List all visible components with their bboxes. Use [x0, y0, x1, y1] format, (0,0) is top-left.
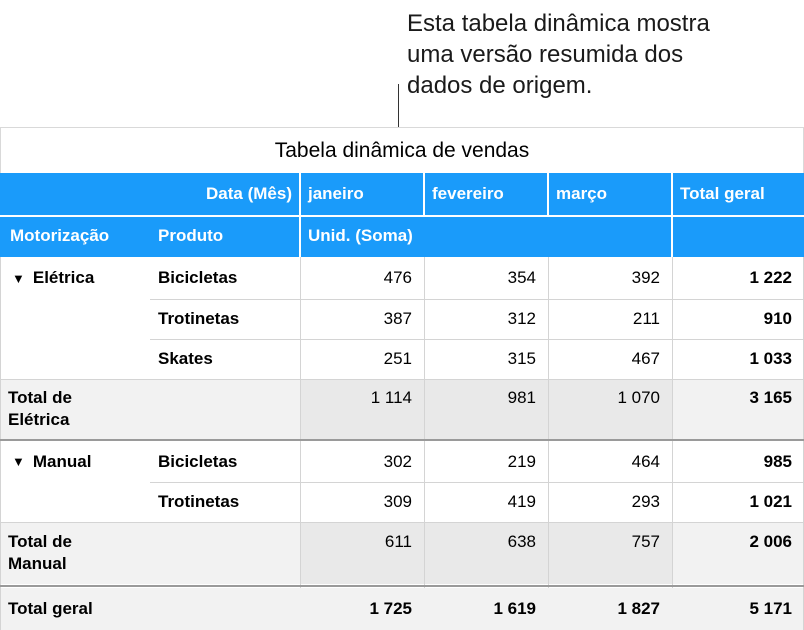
motorization-header[interactable]: Motorização — [0, 215, 150, 257]
subtotal-grand-cell[interactable]: 2 006 — [749, 532, 792, 551]
grand-total-overall-cell[interactable]: 5 171 — [749, 599, 792, 618]
row-total-cell[interactable]: 985 — [763, 451, 792, 471]
subtotal-value-cell[interactable]: 611 — [384, 532, 412, 551]
subtotal-value-cell[interactable]: 757 — [631, 532, 660, 551]
month-header-janeiro[interactable]: janeiro — [300, 173, 424, 215]
subtotal-value-cell[interactable]: 638 — [507, 532, 536, 551]
subtotal-label-line-2: Elétrica — [8, 410, 70, 429]
subtotal-label-line-1: Total de — [8, 532, 72, 551]
row-total-cell[interactable]: 1 021 — [749, 492, 792, 511]
value-cell[interactable]: 419 — [507, 492, 536, 511]
date-month-header[interactable]: Data (Mês) — [0, 173, 300, 215]
group-toggle-eletrica[interactable] — [0, 257, 150, 299]
product-cell[interactable]: Trotinetas — [158, 492, 240, 511]
callout-line-1: Esta tabela dinâmica mostra — [407, 10, 710, 37]
subtotal-value-cell[interactable]: 981 — [507, 388, 536, 407]
header-empty-cell — [672, 215, 804, 257]
value-cell[interactable]: 293 — [631, 492, 660, 511]
callout-line-2: uma versão resumida dos — [407, 41, 684, 68]
subtotal-grand-cell[interactable]: 3 165 — [749, 388, 792, 407]
group-toggle-manual[interactable] — [0, 441, 150, 482]
product-cell[interactable]: Skates — [158, 349, 213, 368]
disclosure-triangle-icon[interactable]: ▼ — [12, 270, 25, 286]
value-cell[interactable]: 464 — [631, 451, 660, 471]
grand-total-value-cell[interactable]: 1 827 — [617, 599, 660, 618]
value-cell[interactable]: 309 — [383, 492, 412, 511]
row-total-cell[interactable]: 1 222 — [749, 268, 792, 287]
month-header-fevereiro[interactable]: fevereiro — [424, 173, 548, 215]
callout-leader-line — [398, 84, 399, 128]
subtotal-label[interactable] — [0, 522, 150, 584]
grand-total-value-cell[interactable]: 1 725 — [369, 599, 412, 618]
subtotal-value-cell[interactable]: 1 070 — [617, 388, 660, 407]
header-separator — [423, 173, 425, 215]
group-name: Elétrica — [32, 268, 95, 287]
value-cell[interactable]: 387 — [383, 309, 412, 328]
value-cell[interactable]: 476 — [383, 268, 412, 287]
grand-total-value-cell[interactable]: 1 619 — [493, 599, 536, 618]
callout-text — [407, 8, 797, 101]
product-cell[interactable]: Bicicletas — [158, 268, 238, 287]
subtotal-label-line-1: Total de — [8, 388, 72, 407]
header-row-separator — [0, 215, 804, 217]
subtotal-label[interactable] — [0, 379, 150, 439]
value-cell[interactable]: 312 — [507, 309, 536, 328]
product-cell[interactable]: Bicicletas — [158, 451, 238, 471]
row-total-cell[interactable]: 910 — [763, 309, 792, 328]
value-cell[interactable]: 302 — [383, 451, 412, 471]
product-cell[interactable]: Trotinetas — [158, 309, 240, 328]
value-cell[interactable]: 354 — [507, 268, 536, 287]
disclosure-triangle-icon[interactable]: ▼ — [12, 454, 25, 469]
group-name: Manual — [32, 451, 92, 471]
value-cell[interactable]: 251 — [383, 349, 412, 368]
value-field-header[interactable]: Unid. (Soma) — [300, 215, 672, 257]
grand-total-label[interactable]: Total geral — [8, 599, 93, 618]
value-cell[interactable]: 467 — [631, 349, 660, 368]
month-header-marco[interactable]: março — [548, 173, 672, 215]
product-header[interactable]: Produto — [150, 215, 300, 257]
row-total-cell[interactable]: 1 033 — [749, 349, 792, 368]
header-separator — [547, 173, 549, 215]
value-cell[interactable]: 315 — [507, 349, 536, 368]
pivot-table — [0, 127, 804, 630]
grand-total-divider — [0, 585, 804, 587]
table-title: Tabela dinâmica de vendas — [0, 127, 804, 173]
value-cell[interactable]: 392 — [631, 268, 660, 287]
subtotal-value-cell[interactable]: 1 114 — [370, 388, 412, 407]
callout-line-3: dados de origem. — [407, 72, 593, 99]
grand-total-header[interactable]: Total geral — [672, 173, 804, 215]
value-cell[interactable]: 219 — [507, 451, 536, 471]
subtotal-label-line-2: Manual — [8, 554, 67, 573]
value-cell[interactable]: 211 — [632, 309, 660, 328]
